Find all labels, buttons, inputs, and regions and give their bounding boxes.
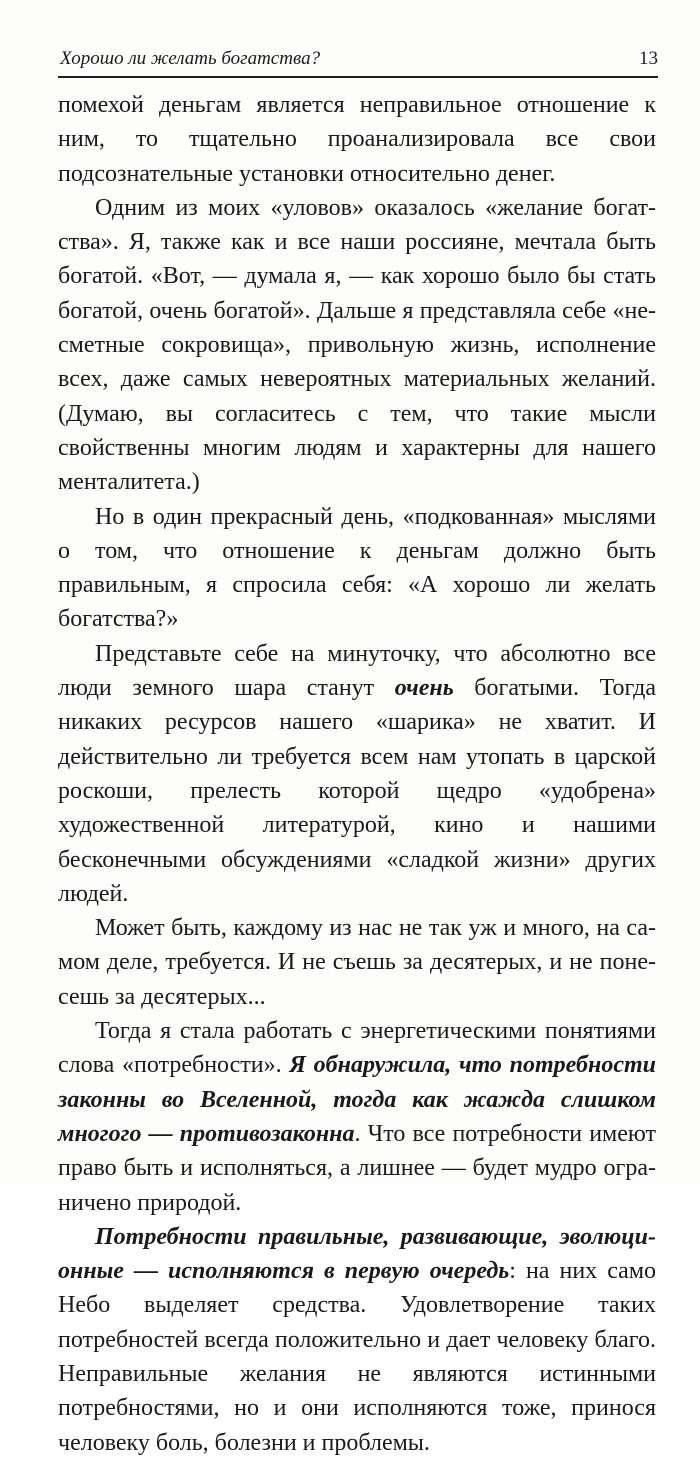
paragraph-4-text-start: Представьте себе на минуточку, что абсолютно все люди земного шара станут [58,640,656,702]
paragraph-4 [58,637,656,911]
paragraph-6-text-start: Тогда я стала работать с энергетическими понятиями слова «потребности». [58,1018,656,1079]
running-title: Хорошо ли желать богатства? [60,48,321,69]
paragraph-7-text-end: : на них само Небо выделяет средства. Удовлетворение таких потребностей всегда положительно и дает человеку благо. Неправильные желания не являются истинными потребностями, но и они исполняются тоже, принося человеку боль, болезни и проблемы. [58,1258,657,1456]
paragraph-2-text: Одним из моих «уловов» оказалось «желание богатства». Я, также как и все наши россияне, мечтала быть богатой. «Вот, — думала я, — как хорошо было бы стать богатой, очень богатой». Дальше я представляла себе «несметные сокровища», привольную жизнь, исполнение всех, даже самых невероятных материальных желаний. (Думаю, вы согласитесь с тем, что такие мысли свойственны многим людям и характерны для нашего менталитета.) [58,194,656,496]
paragraph-2 [58,191,656,500]
running-header [58,42,658,78]
paragraph-6-emphasis: Я обнаружила, что потребности законны во Вселенной, тогда как жажда слишком многого — противозаконна [58,1052,656,1147]
paragraph-3-text: Но в один прекрасный день, «подкованная» мыслями о том, что отношение к деньгам должно быть правильным, я спросила себя: «А хорошо ли желать богатства?» [58,503,656,633]
paragraph-5 [58,911,656,1014]
paragraph-1 [58,88,656,191]
paragraph-4-emphasis: очень [394,675,454,702]
paragraph-6 [58,1014,656,1220]
paragraph-3 [58,500,656,637]
paragraph-7-emphasis: Потребности правильные, развивающие, эволюционные — исполняются в первую очередь [58,1223,656,1285]
paragraph-6-text-end: . Что все потребности имеют право быть и исполняться, а лишнее — будет мудро ограничено природой. [58,1120,656,1216]
paragraph-7 [58,1220,656,1460]
body-text [58,88,656,1460]
page-number: 13 [639,48,658,69]
paragraph-5-text: Может быть, каждому из нас не так уж и много, на самом деле, требуется. И не съешь за десятерых, и не понесешь за десятерых... [58,915,656,1010]
paragraph-1-text: помехой деньгам является неправильное отношение к ним, то тщательно проанализировала все свои подсознательные установки относительно денег. [58,92,656,187]
paragraph-4-text-end: богатыми. Тогда никаких ресурсов нашего «шарика» не хватит. И действительно ли требуется всем нам утопать в царской роскоши, прелесть которой щедро «удобрена» художественной литературой, кино и нашими бесконечными обсуждениями «сладкой жизни» других людей. [58,675,656,907]
